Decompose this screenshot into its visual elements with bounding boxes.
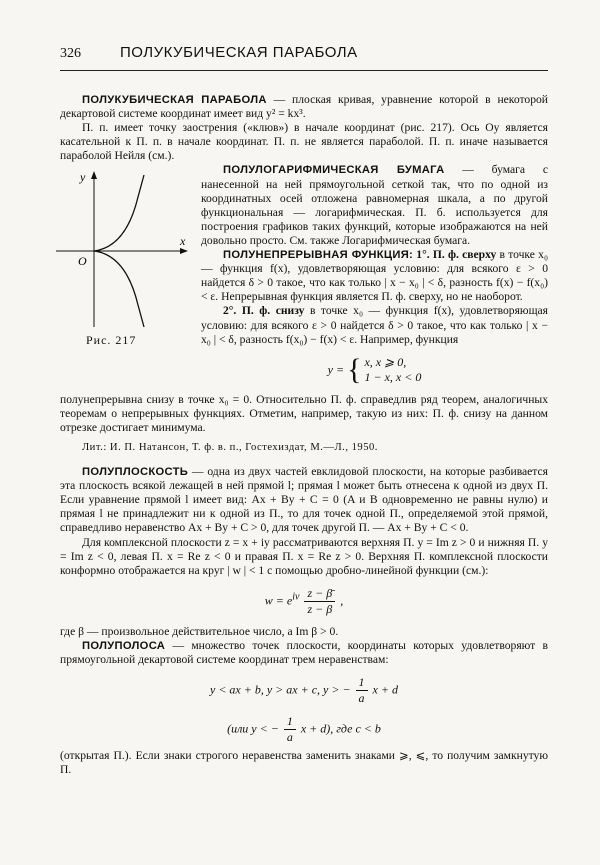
mobius-denominator: z − β bbox=[307, 601, 333, 616]
piecewise-cases bbox=[364, 355, 421, 385]
piecewise-case-1: x, x ⩾ 0, bbox=[364, 354, 407, 369]
semicontinuous-text-2: в точке x₀ — функция f(x), удовлетворяющая условию: для всякого ε > 0 найдется δ > 0 такое, что как только | x − x₀ | < δ, разность f(x₀) − f(x) < ε. Например, функция bbox=[201, 304, 548, 346]
piecewise-formula bbox=[60, 353, 548, 387]
figure-217 bbox=[56, 167, 191, 355]
halfplane-p3: где β — произвольное действительное число, а Im β > 0. bbox=[60, 624, 339, 638]
mobius-formula: $w = e^{iv}$ $\frac{z - \betā}{z - \beta}$ , bbox=[264, 585, 344, 616]
headword-parabola: ПОЛУКУБИЧЕСКАЯ ПАРАБОЛА bbox=[82, 94, 267, 106]
ineq-right: x + d bbox=[372, 682, 398, 697]
parabola-p2: П. п. имеет точку заострения («клюв») в начале координат (рис. 217). Ось Oy является касательной к П. п. в начале координат. П. п. не является параболой. П. п. иначе называется параболой Нейля (см.). bbox=[60, 121, 548, 163]
semicontinuous-text-1: в точке x₀ — функция f(x), удовлетворяющая условию: для всякого ε > 0 найдется δ > 0 такое, что как только | x − x₀ | < δ, разность f(x) − f(x₀) < ε. Непрерывная функция является П. ф. сверху, но не наоборот. bbox=[201, 248, 548, 304]
piecewise-case-2: 1 − x, x < 0 bbox=[364, 369, 422, 384]
semicontinuous-label-1: 1°. П. ф. сверху bbox=[416, 248, 497, 262]
literature-reference: Лит.: И. П. Натансон, Т. ф. в. п., Гостехиздат, М.—Л., 1950. bbox=[82, 441, 378, 453]
page-number: 326 bbox=[60, 46, 81, 61]
figure-caption: Рис. 217 bbox=[86, 333, 137, 348]
x-axis-arrow bbox=[180, 248, 188, 254]
page-header bbox=[60, 44, 548, 71]
semicontinuous-label-2: 2°. П. ф. снизу bbox=[223, 304, 305, 318]
alt-left: (или y < − bbox=[227, 721, 279, 736]
label-x: x bbox=[180, 234, 186, 249]
y-axis-arrow bbox=[91, 171, 97, 179]
halfplane-p2: Для комплексной плоскости z = x + iy рассматриваются верхняя П. y = Im z > 0 и нижняя П. y = Im z < 0, левая П. x = Re z < 0 и правая П. x = Re z > 0. Верхняя П. комплексной плоскости конформно отображается на круг | w | < 1 с помощью дробно-линейной функции (см.): bbox=[60, 535, 548, 577]
brace: { bbox=[347, 352, 362, 386]
parabola-p1: — плоская кривая, уравнение которой в некоторой декартовой системе координат имеет вид y² = kx³. bbox=[60, 93, 548, 121]
halfstrip-p1 bbox=[60, 639, 548, 667]
alt-frac-num: 1 bbox=[284, 714, 296, 730]
headword-log-paper: ПОЛУЛОГАРИФМИЧЕСКАЯ БУМАГА bbox=[223, 164, 445, 177]
ineq-frac-num: 1 bbox=[356, 675, 368, 691]
ineq-fraction bbox=[356, 675, 368, 706]
mobius-exponent: iv bbox=[292, 591, 300, 603]
parabola-definition bbox=[60, 93, 548, 121]
page bbox=[60, 44, 548, 777]
mobius-numerator: z − β̄ bbox=[304, 586, 335, 602]
halfplane-text-1: — одна из двух частей евклидовой плоскости, на которые разбивается эта плоскость всякой лежащей в ней прямой l; прямая l может быть отнесена к одной из двух П. Если уравнение прямой l имеет вид: Ax + By + C = 0 (A и B одновременно не равны нулю) и прямая l не принадлежит ни к одной из П., то для точек одной П., определяемой этой прямой, справедливо неравенство Ax + By + C > 0, для точек другой П. — Ax + By + C < 0. bbox=[60, 465, 548, 535]
halfstrip-alternative bbox=[60, 714, 548, 745]
ineq-frac-den: a bbox=[358, 691, 365, 706]
piecewise-lhs: y = bbox=[327, 362, 345, 377]
log-paper-text: — бумага с нанесенной на ней прямоугольной сеткой так, что по одной из координатных осей отложена равномерная шкала, а по другой функциональная — логарифмическая. П. б. используется для построения графиков таких функций, которые изображаются на ней довольно просто. См. также Логарифмическая бумага. bbox=[201, 163, 548, 247]
halfstrip-inequalities bbox=[60, 675, 548, 706]
mobius-fraction bbox=[304, 586, 335, 617]
running-title: ПОЛУКУБИЧЕСКАЯ ПАРАБОЛА bbox=[120, 44, 358, 61]
ineq-left: y < ax + b, y > ax + c, y > − bbox=[210, 682, 351, 697]
label-origin: O bbox=[78, 254, 87, 269]
alt-fraction bbox=[284, 714, 296, 745]
mobius-prefix: w = e bbox=[264, 593, 293, 608]
halfstrip-p2: (открытая П.). Если знаки строгого неравенства заменить знаками ⩾, ⩽, то получим замкнутую П. bbox=[60, 749, 548, 777]
headword-halfstrip: ПОЛУПОЛОСА bbox=[82, 639, 166, 652]
label-y: y bbox=[80, 170, 86, 185]
headword-halfplane: ПОЛУПЛОСКОСТЬ bbox=[82, 466, 189, 479]
halfplane-p1 bbox=[60, 465, 548, 535]
alt-right: x + d), где c < b bbox=[300, 721, 381, 736]
lower-branch bbox=[94, 251, 144, 327]
headword-semicontinuous: ПОЛУНЕПРЕРЫВНАЯ ФУНКЦИЯ: bbox=[223, 249, 414, 262]
upper-branch bbox=[94, 175, 144, 251]
semicubical-parabola-plot bbox=[56, 167, 191, 332]
alt-frac-den: a bbox=[286, 730, 293, 745]
halfstrip-text-1: — множество точек плоскости, координаты которых удовлетворяют в прямоугольной декартовой системе координат трем неравенствам: bbox=[60, 638, 549, 666]
semicontinuous-p3: полунепрерывна снизу в точке x₀ = 0. Относительно П. ф. справедлив ряд теорем, аналогичных теоремам о непрерывных функциях. Отметим, например, такую из них: П. ф. снизу на данном отрезке достигает минимума. bbox=[60, 392, 548, 434]
